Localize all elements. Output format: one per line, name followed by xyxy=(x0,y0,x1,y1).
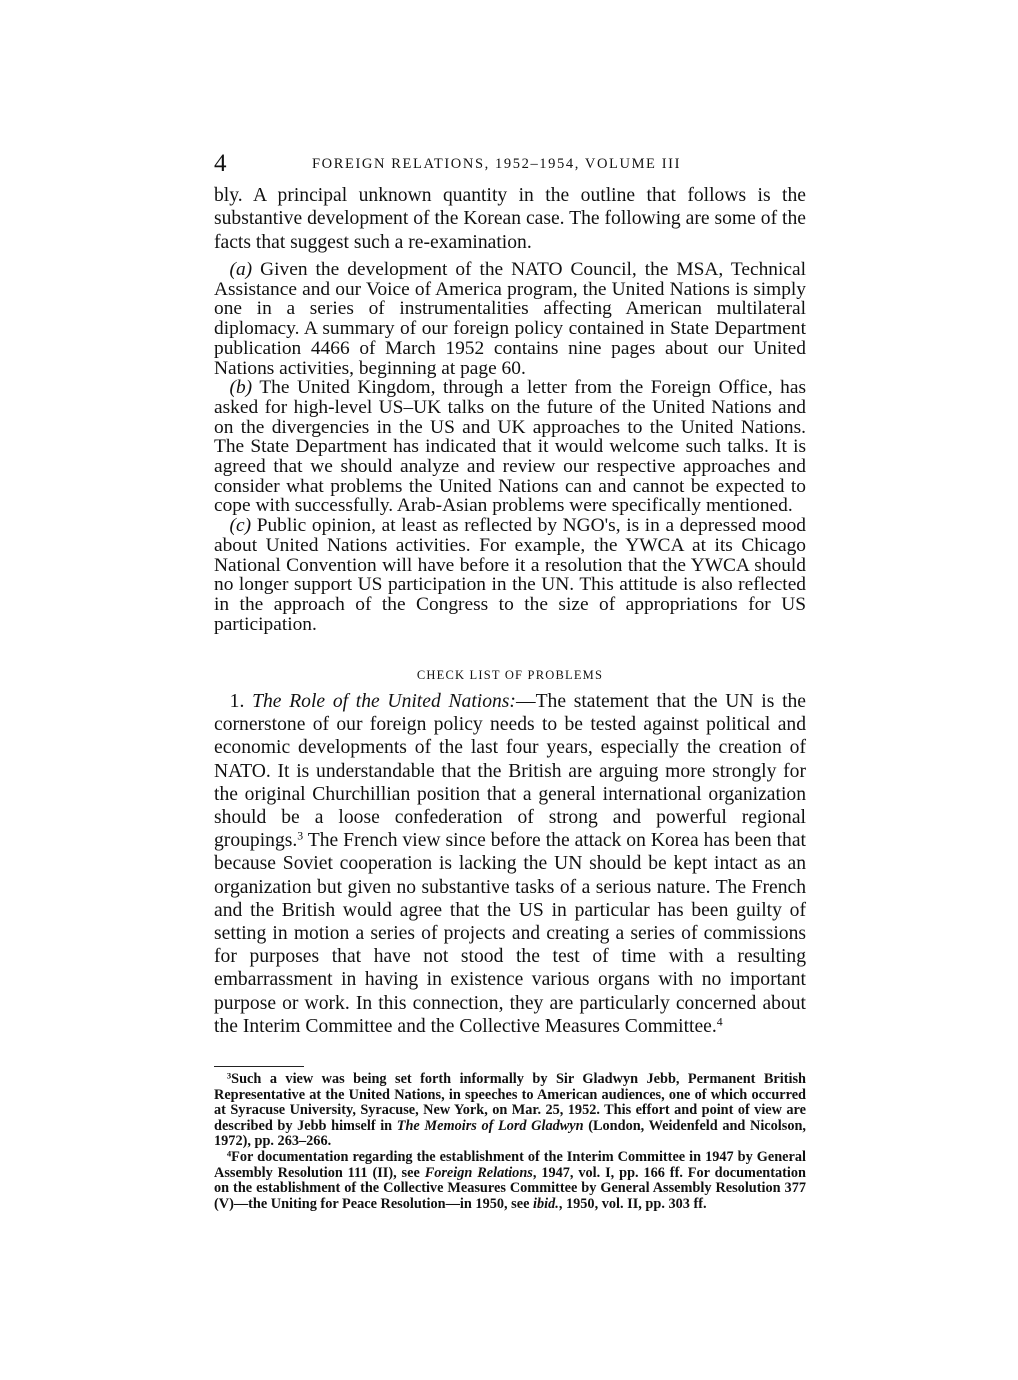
item-b-label: (b) xyxy=(229,377,253,399)
item-c xyxy=(214,516,806,634)
checklist-heading: CHECK LIST OF PROBLEMS xyxy=(416,668,604,682)
footnote-3-marker: 3 xyxy=(226,1070,232,1081)
footnote-4-text-a: For documentation regarding the establishment of the Interim Committee in 1947 by General Assembly Resolution 111 (II), see xyxy=(214,1148,806,1181)
footnote-3-text-a: Such a view was being set forth informally by Sir Gladwyn Jebb, Permanent British Representative at the United Nations, in speeches to American audiences, one of which occurred at Syracuse University, Syracuse, New York, on Mar. 25, 1952. This effort and point of view are described by Jebb himself in xyxy=(214,1071,806,1134)
running-head: FOREIGN RELATIONS, 1952–1954, VOLUME III xyxy=(312,156,682,172)
footnote-4-series-title: Foreign Relations xyxy=(424,1164,533,1181)
footnote-ref-3: 3 xyxy=(297,829,304,843)
footnote-4-text-c: , 1950, vol. II, pp. 303 ff. xyxy=(558,1195,707,1212)
point-1-text-b: The French view since before the attack on Korea has been that because Soviet cooperation is lacking the UN should be kept intact as an organization but given no substantive tasks of a serious nature. The French and the British would agree that the US in particular has been guilty of setting in motion a series of projects and creating a series of commissions for purposes that have not stood the test of time with a resulting embarrassment in having in existence various organs with no important purpose or work. In this connection, they are particularly concerned about the Interim Committee and the Collective Measures Committee. xyxy=(214,830,806,1037)
footnote-4-text-b: , 1947, vol. I, pp. 166 ff. For documentation on the establishment of the Collective Measures Committee by General Assembly Resolution 377 (V)—the Uniting for Peace Resolution—in 1950, see xyxy=(214,1164,806,1212)
footnote-3 xyxy=(214,1072,806,1150)
page-header xyxy=(214,150,810,178)
footnote-3-book-title: The Memoirs of Lord Gladwyn xyxy=(396,1117,584,1134)
item-c-label: (c) xyxy=(229,515,252,537)
item-a xyxy=(214,260,806,378)
item-b xyxy=(214,378,806,516)
footnote-4-ibid: ibid. xyxy=(533,1195,559,1212)
footnote-rule xyxy=(214,1066,304,1067)
intro-paragraph: bly. A principal unknown quantity in the outline that follows is the substantive development of the Korean case. The following are some of the facts that suggest such a re-examination. xyxy=(214,185,806,253)
item-a-label: (a) xyxy=(229,259,253,280)
point-1-block xyxy=(214,690,806,1038)
footnote-ref-4: 4 xyxy=(716,1015,723,1029)
item-b-text: The United Kingdom, through a letter from the Foreign Office, has asked for high-level US–UK talks on the future of the United Nations and on the divergencies in the US and UK approaches to the United Nations. The State Department has indicated that it would welcome such talks. It is agreed that we should analyze and review our respective approaches and consider what problems the United Nations can and cannot be expected to cope with successfully. Arab-Asian problems were specifically mentioned. xyxy=(214,377,807,517)
point-1-title: The Role of the United Nations: xyxy=(252,691,516,712)
lettered-items xyxy=(214,260,806,634)
page-number: 4 xyxy=(214,150,227,177)
footnotes xyxy=(214,1072,806,1212)
item-a-text: Given the development of the NATO Council, the MSA, Technical Assistance and our Voice of America program, the United Nations is simply one in a series of instrumentalities affecting American multilateral diplomacy. A summary of our foreign policy contained in State Department publication 4466 of March 1952 contains nine pages about our United Nations activities, beginning at page 60. xyxy=(214,259,806,379)
footnote-3-text-b: (London, Weidenfeld and Nicolson, 1972), pp. 263–266. xyxy=(214,1117,806,1150)
footnote-4-marker: 4 xyxy=(226,1148,232,1159)
point-1-text-a: —The statement that the UN is the cornerstone of our foreign policy needs to be tested against political and economic developments of the last four years, especially the creation of NATO. It is understandable that the British are arguing more strongly for the original Churchillian position that a general international organization should be a loose confederation of strong and powerful regional groupings. xyxy=(214,691,807,852)
intro-paragraph-block xyxy=(214,184,806,254)
footnote-4 xyxy=(214,1150,806,1212)
point-1-number: 1. xyxy=(229,691,245,712)
point-1-paragraph xyxy=(214,690,806,1038)
item-c-text: Public opinion, at least as reflected by NGO's, is in a depressed mood about United Nations activities. For example, the YWCA at its Chicago National Convention will have before it a resolution that the YWCA should no longer support US participation in the UN. This attitude is also reflected in the approach of the Congress to the size of appropriations for US participation. xyxy=(214,515,806,635)
